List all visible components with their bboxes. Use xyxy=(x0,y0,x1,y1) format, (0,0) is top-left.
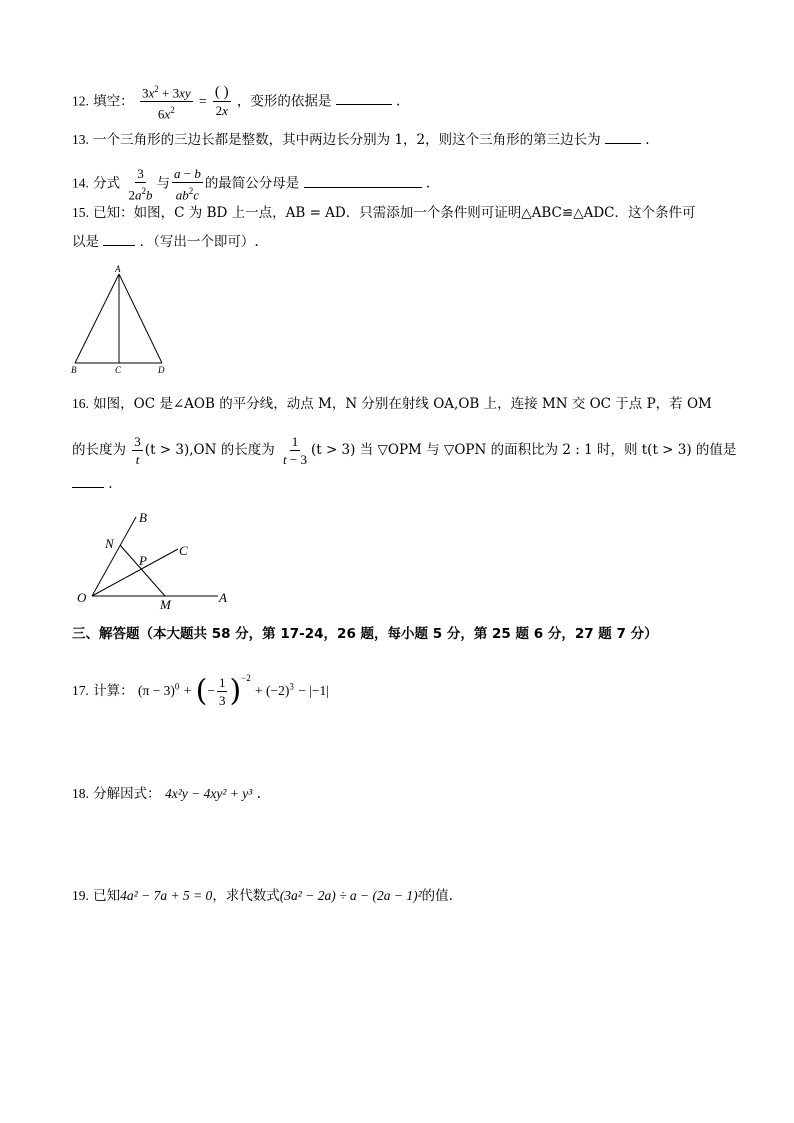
period: . xyxy=(256,786,261,802)
period: . xyxy=(396,93,401,110)
question-18 xyxy=(72,784,261,804)
question-text: 一个三角形的三边长都是整数，其中两边长分别为 1，2，则这个三角形的第三边长为 xyxy=(93,132,601,148)
answer-blank[interactable] xyxy=(605,131,641,144)
condition: 4a² − 7a + 5 = 0 xyxy=(120,888,213,903)
question-lead: 已知 xyxy=(93,888,121,904)
question-lead: 分解因式： xyxy=(93,786,161,802)
fraction-right: $\frac{( )}{2x}$ xyxy=(214,84,229,119)
question-lead: 填空： xyxy=(93,93,134,110)
question-14 xyxy=(72,166,430,202)
label-b: B xyxy=(139,510,147,525)
question-lead: 计算： xyxy=(93,683,134,699)
question-text: (t > 3) 当 ▽OPM 与 ▽OPN 的面积比为 2 : 1 时，则 t(t > 3) 的值是 xyxy=(310,442,737,458)
fraction-b: $\frac{a - b}{ab^2c}$ xyxy=(173,166,201,203)
question-16-line3 xyxy=(72,474,113,494)
question-number: 19. xyxy=(72,888,89,903)
question-lead: 分式 xyxy=(93,175,121,192)
period: . xyxy=(425,175,431,192)
question-number: 13. xyxy=(72,132,89,147)
figure-15-triangle xyxy=(66,262,176,378)
expression-part: − |−1| xyxy=(298,683,329,698)
label-c: C xyxy=(115,365,122,375)
figure-16-angle-bisector xyxy=(72,505,242,615)
fraction-a: $\frac{3}{2a^2b}$ xyxy=(128,166,153,203)
section-heading: 三、解答题（本大题共 58 分，第 17-24，26 题，每小题 5 分，第 25 题 6 分，27 题 7 分） xyxy=(72,626,658,642)
question-number: 15. xyxy=(72,205,89,220)
answer-blank[interactable] xyxy=(103,233,135,246)
question-16-line2 xyxy=(72,434,736,467)
fraction-one-third: $\frac{1}{3}$ xyxy=(218,675,226,708)
question-text: 以是 xyxy=(72,234,99,250)
label-d: D xyxy=(158,365,165,375)
fraction-3-over-t: $\frac{3}{t}$ xyxy=(134,434,141,467)
question-text: ．（写出一个即可）. xyxy=(139,234,259,250)
answer-blank[interactable] xyxy=(336,92,392,105)
label-a: A xyxy=(115,264,121,274)
label-p: P xyxy=(139,553,147,568)
question-text: (t > 3),ON 的长度为 xyxy=(144,442,275,458)
question-text: ，求代数式 xyxy=(212,888,280,904)
expression: 4x²y − 4xy² + y³ xyxy=(164,786,253,801)
label-m: M xyxy=(160,597,171,612)
period: . xyxy=(108,476,113,492)
expression-part: + (−2) xyxy=(255,683,290,698)
question-tail: ，变形的依据是 xyxy=(236,93,332,110)
question-number: 17. xyxy=(72,683,89,698)
question-16-line1 xyxy=(72,394,712,414)
question-19 xyxy=(72,886,453,906)
question-text: 的长度为 xyxy=(72,442,126,458)
question-number: 14. xyxy=(72,175,89,191)
question-13 xyxy=(72,130,650,150)
period: . xyxy=(645,132,650,148)
question-tail: 的值. xyxy=(421,888,453,904)
label-b: B xyxy=(71,365,77,375)
question-number: 16. xyxy=(72,396,89,411)
question-number: 12. xyxy=(72,93,89,109)
question-tail: 的最简公分母是 xyxy=(204,175,300,192)
label-o: O xyxy=(77,590,87,605)
answer-blank[interactable] xyxy=(72,475,104,488)
expression: (3a² − 2a) ÷ a − (2a − 1)² xyxy=(279,888,422,903)
answer-blank[interactable] xyxy=(304,175,422,188)
label-c: C xyxy=(179,543,188,558)
question-number: 18. xyxy=(72,786,89,801)
question-17: 17. 计算： $(\pi - 3)^0$ + (− $\frac{1}{3}$ )$^{-2} + (-2)^3 - |-1|$ xyxy=(72,673,329,709)
fraction-1-over-t-minus-3: $\frac{1}{t - 3}$ xyxy=(283,434,307,467)
question-12: 12. 填空： $\frac{3x^2 + 3xy}{6x^2}$ = $\frac{( )}{2x}$ ，变形的依据是 . xyxy=(72,84,401,122)
expression-part: (π − 3) xyxy=(137,683,175,698)
connector: 与 xyxy=(156,175,170,192)
label-a: A xyxy=(219,590,227,605)
question-text: 已知：如图，C 为 BD 上一点，AB = AD．只需添加一个条件则可证明△ABC≌△ADC．这个条件可 xyxy=(93,205,696,221)
label-n: N xyxy=(105,536,114,551)
question-text: 如图，OC 是∠AOB 的平分线，动点 M，N 分别在射线 OA,OB 上，连接 MN 交 OC 于点 P，若 OM xyxy=(93,396,712,412)
fraction-left: $\frac{3x^2 + 3xy}{6x^2}$ xyxy=(141,84,191,122)
question-15-line1 xyxy=(72,203,695,223)
question-15-line2 xyxy=(72,232,259,252)
